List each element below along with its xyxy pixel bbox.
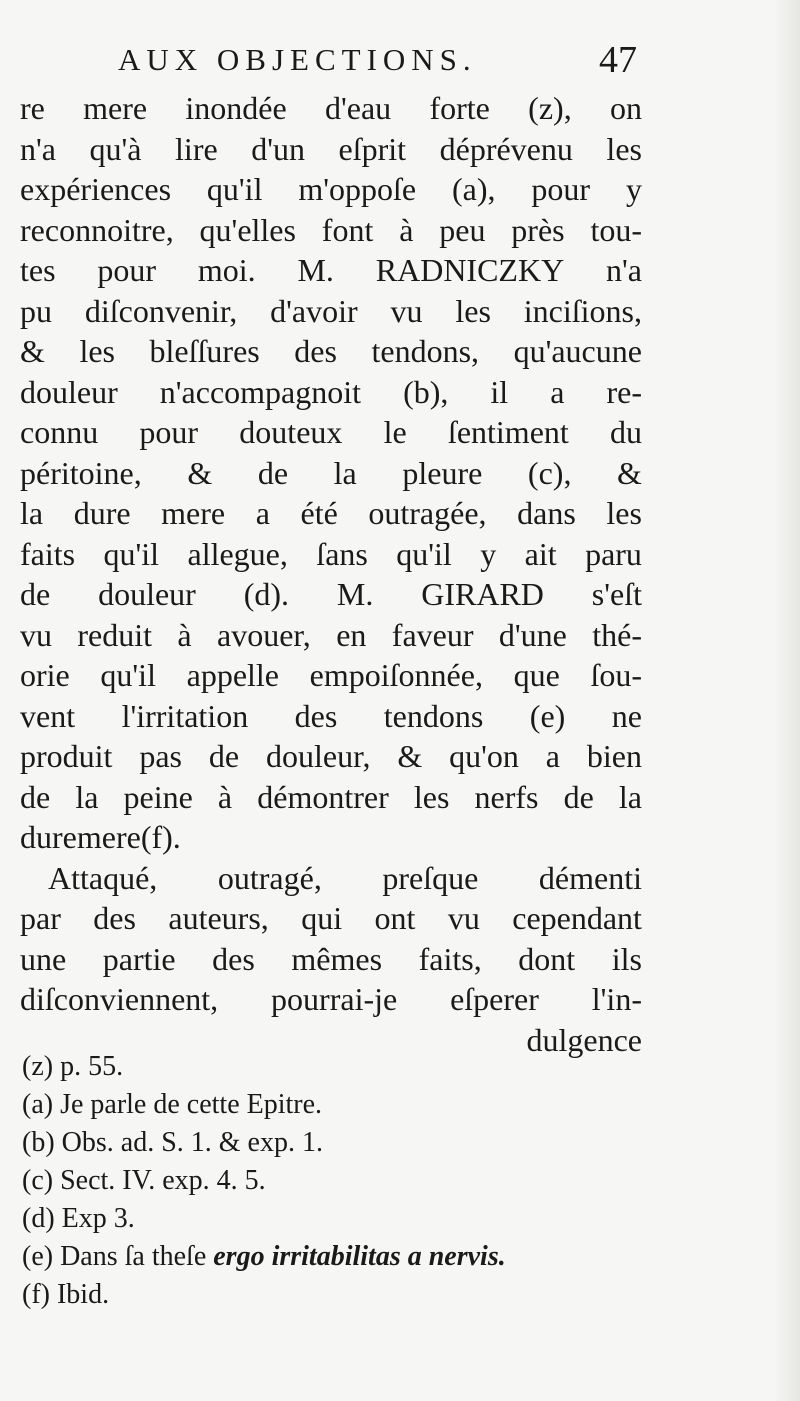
- body-line: la dure mere a été outragée, dans les: [20, 495, 642, 531]
- body-line: n'a qu'à lire d'un eſprit déprévenu les: [20, 130, 642, 167]
- body-line: tes pour moi. M. RADNICZKY n'a: [20, 252, 642, 288]
- body-line: Attaqué, outragé, preſque démenti: [48, 859, 642, 896]
- body-text: [20, 88, 642, 1060]
- page-number: 47: [599, 39, 637, 81]
- running-head: [0, 38, 800, 88]
- footnotes: [22, 1048, 662, 1314]
- page-edge-shadow: [774, 0, 800, 1401]
- body-line: vu reduit à avouer, en faveur d'une thé-: [20, 616, 642, 653]
- body-line: expériences qu'il m'oppoſe (a), pour y: [20, 171, 642, 207]
- running-title: AUX OBJECTIONS.: [118, 42, 477, 77]
- body-line: produit pas de douleur, & qu'on a bien: [20, 738, 642, 774]
- footnote-mark: (b): [22, 1127, 62, 1158]
- footnote-text: Ibid.: [56, 1279, 110, 1310]
- footnote: [22, 1276, 662, 1314]
- body-line: péritoine, & de la pleure (c), &: [20, 454, 642, 491]
- footnote: [22, 1086, 662, 1124]
- body-line: reconnoitre, qu'elles font à peu près tou-: [20, 211, 642, 248]
- footnote-text: p. 55.: [60, 1051, 124, 1082]
- footnote-mark: (a): [22, 1089, 61, 1120]
- body-line: de la peine à démontrer les nerfs de la: [20, 778, 642, 815]
- footnote: [22, 1162, 662, 1200]
- footnote-mark: (d): [22, 1203, 62, 1234]
- footnote: [22, 1124, 662, 1162]
- body-line: dure mere (f).: [20, 819, 181, 855]
- footnote: [22, 1238, 662, 1276]
- footnote-text: Sect. IV. exp. 4. 5.: [60, 1165, 266, 1196]
- body-line: faits qu'il allegue, ſans qu'il y ait paru: [20, 535, 642, 572]
- footnote-text: Dans ſa theſe: [60, 1241, 207, 1272]
- footnote-text: Obs. ad. S. 1. & exp. 1.: [61, 1127, 323, 1158]
- footnote-mark: (c): [22, 1165, 61, 1196]
- footnote-text: Exp 3.: [61, 1203, 135, 1234]
- body-line: orie qu'il appelle empoiſonnée, que ſou-: [20, 657, 642, 693]
- body-line: une partie des mêmes faits, dont ils: [20, 940, 642, 977]
- body-line: pu diſconvenir, d'avoir vu les inciſions,: [20, 292, 642, 329]
- body-line: douleur n'accompagnoit (b), il a re-: [20, 373, 642, 410]
- body-line: diſconviennent, pourrai-je eſperer l'in-: [20, 981, 642, 1017]
- footnote: [22, 1200, 662, 1238]
- footnote-mark: (e): [22, 1241, 61, 1272]
- body-line: de douleur (d). M. GIRARD s'eſt: [20, 576, 642, 612]
- body-line: connu pour douteux le ſentiment du: [20, 414, 642, 450]
- body-line: re mere inondée d'eau forte (z), on: [20, 90, 642, 126]
- footnote: [22, 1048, 662, 1086]
- footnote-text: Je parle de cette Epitre.: [60, 1089, 323, 1120]
- body-line: par des auteurs, qui ont vu cependant: [20, 900, 642, 936]
- body-line: & les bleſſures des tendons, qu'aucune: [20, 333, 642, 369]
- body-line: dulgence: [526, 1021, 642, 1058]
- body-line: vent l'irritation des tendons (e) ne: [20, 697, 642, 734]
- footnote-mark: (f): [22, 1279, 57, 1310]
- footnote-mark: (z): [22, 1051, 61, 1082]
- footnote-italic-text: ergo irritabilitas a nervis.: [206, 1241, 506, 1272]
